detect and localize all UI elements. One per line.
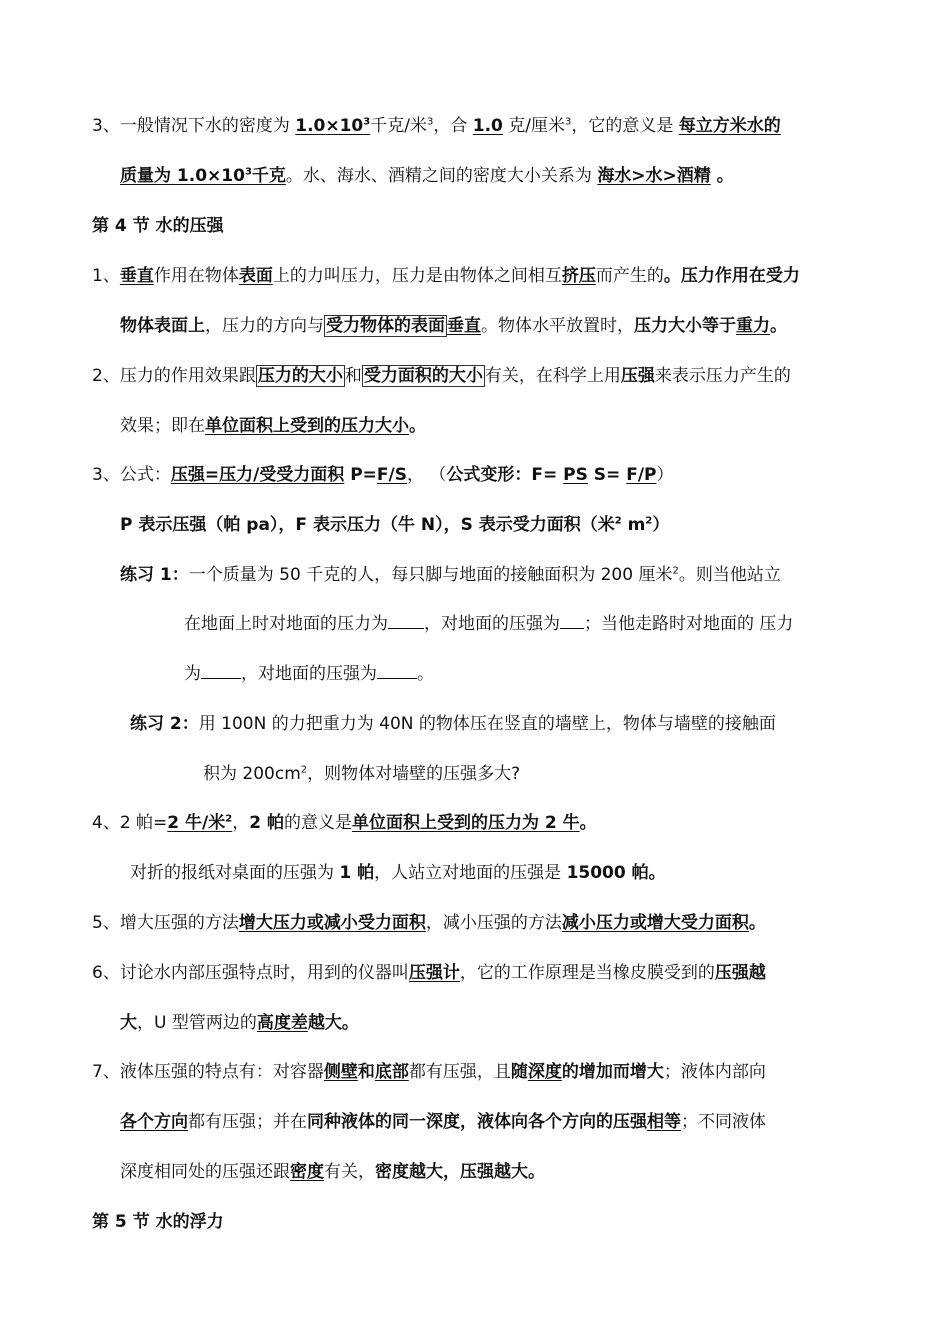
text: 克/厘米 [502,116,566,136]
exercise-1-line-3 [184,661,434,687]
answer-density [295,116,370,136]
text: 。压力作用在 [663,266,766,286]
text: ，减小压强的方法 [425,913,562,933]
boxed-keyword: 受力面积的大小 [363,366,483,386]
text: 千克/米 [370,116,427,136]
text: 6、讨论水内部压强特点时，用到的仪器叫 [92,963,409,983]
keyword: 减小压力或增大受力面积 [561,913,749,933]
answer-meaning: 每立方米水的 [678,116,781,136]
item-3-density-line-2 [120,163,734,189]
boxed-keyword: 压力的大小 [257,366,343,386]
keyword: 增大压力或减小受力面积 [238,913,426,933]
superscript: 2 [672,565,679,577]
text: 。 [409,416,426,436]
exercise-label: 练习 1： [120,565,189,585]
superscript: 3 [363,116,371,128]
keyword: 相等 [647,1112,681,1132]
point-6-line-2 [120,1010,359,1036]
point-7-line-3 [120,1159,545,1185]
keyword: 随 [510,1062,528,1082]
text: ，它的意义是 [571,116,679,136]
keyword: 大 [120,1013,137,1033]
superscript: 3 [426,116,434,128]
text: 2、压力的作用效果跟 [92,366,256,386]
text: ；液体内部向 [663,1062,766,1082]
item-3-density-line-1 [92,113,781,139]
superscript: 2 [225,813,233,825]
keyword: 密度 [290,1162,324,1182]
text: 深度相同处的压强还跟 [120,1162,290,1182]
text: 而产生的 [595,266,664,286]
text: ，U 型管两边的 [137,1013,257,1033]
keyword: 2 帕 [249,813,284,833]
text: 质量为 1.0×10 [120,166,245,186]
point-7-line-1 [92,1059,766,1085]
keyword: 1 帕 [339,863,375,883]
text: 3、一般情况下水的密度为 [92,116,296,136]
text: 在地面上时对地面的压力为 [184,614,388,634]
text: 。 [341,1013,359,1033]
keyword: 压强 [620,366,655,386]
section-5-heading: 第 5 节 水的浮力 [92,1212,224,1232]
formula: F/P [626,465,657,485]
boxed-keyword: 受力物体的表面 [326,316,445,336]
text: 和 [357,1062,375,1082]
answer-blank[interactable] [388,612,424,629]
point-2-line-1 [92,363,791,389]
text: 为 [184,664,201,684]
keyword: 底部 [374,1062,409,1082]
text: 。则当他站立 [678,565,781,585]
text: ，压力的方向与 [205,316,324,336]
keyword: 单位面积上受到的压力为 2 牛 [351,813,580,833]
text: 。 [417,664,434,684]
text: 对折的报纸对桌面的压强为 [130,863,340,883]
keyword: 挤压 [561,266,596,286]
exercise-1-line-2 [184,611,793,637]
point-3-formula-line [92,462,673,488]
keyword: 越大 [307,1013,342,1033]
text: 1.0×10 [295,116,364,136]
formula: 压强=压力/受受力面积 [170,465,345,485]
formula-symbol: P= [344,465,377,485]
keyword: 单位面积上受到的压力大小 [205,416,409,436]
keyword: 密度越大，压强越大。 [375,1162,545,1182]
keyword: 高度差 [256,1013,308,1033]
point-7-line-2 [120,1109,766,1135]
keyword: 垂直 [447,316,481,336]
text: 3、公式： [92,465,171,485]
answer-meaning-cont [120,166,286,186]
keyword: 同种液体的同一深度，液体向各个方向的压强 [307,1112,647,1132]
text: 2 牛/米 [167,813,226,833]
answer-blank[interactable] [201,662,241,679]
superscript: 2 [645,515,653,527]
superscript: 3 [244,166,252,178]
text: ，合 [433,116,473,136]
text: 。 [710,166,734,186]
answer-blank[interactable] [377,662,417,679]
keyword: 压力大小等于 [634,316,736,336]
exercise-2-line-1 [130,711,776,737]
keyword: 压强越 [714,963,766,983]
text: 一个质量为 50 千克的人，每只脚与地面的接触面积为 200 厘米 [188,565,673,585]
text: ，对地面的压强为 [424,614,560,634]
point-6-line-1 [92,960,766,986]
text: 和 [344,366,362,386]
keyword: 垂直 [119,266,154,286]
exercise-1-line-1 [120,562,781,588]
formula: PS [563,465,588,485]
text: ，它的工作原理是当橡皮膜受到的 [459,963,715,983]
answer-density-order: 海水>水>酒精 [597,166,711,186]
superscript: 3 [565,116,572,128]
text: 。水、海水、酒精之间的密度大小关系为 [285,166,598,186]
superscript: 2 [300,764,308,776]
text: ） [652,515,670,535]
keyword: 物体表面上 [120,316,205,336]
text: 1、 [92,266,120,286]
keyword: 压强计 [408,963,460,983]
text: ，对地面的压强为 [241,664,377,684]
text: 作用在物体 [153,266,239,286]
point-1-line-1 [92,263,800,289]
answer-blank[interactable] [560,612,584,629]
text: 。 [579,813,597,833]
text: 。 [748,913,766,933]
text: 来表示压力产生的 [654,366,791,386]
text: 有关，在科学上用 [484,366,621,386]
keyword: 的增加而增大 [561,1062,664,1082]
point-4-line-1 [92,810,597,836]
text: 上的力叫压力，压力是由物体之间相互 [272,266,562,286]
point-3-units-line [120,512,669,538]
point-2-line-2 [120,413,426,439]
text: 有关， [324,1162,375,1182]
point-4-line-2 [130,860,666,886]
text: ；当他走路时对地面的 压力 [584,614,794,634]
exercise-label: 练习 2： [130,714,199,734]
formula-variant-label: 公式变形：F= [446,465,564,485]
text: ，人站立对地面的压强是 [374,863,567,883]
keyword: 15000 帕。 [566,863,666,883]
text: 7、液体压强的特点有：对容器 [92,1062,324,1082]
keyword: 重力 [736,316,770,336]
text: 用 100N 的力把重力为 40N 的物体压在竖直的墙壁上，物体与墙壁的接触面 [198,714,776,734]
text: 千克 [251,166,286,186]
text: ， （ [406,465,447,485]
keyword: 表面 [238,266,273,286]
text: P 表示压强（帕 pa），F 表示压力（牛 N），S 表示受力面积（米 [120,515,615,535]
text: 都有压强，且 [408,1062,511,1082]
point-1-line-2 [120,313,787,339]
text: 4、2 帕= [92,813,168,833]
formula: F/S [376,465,407,485]
formula-symbol: S= [587,465,627,485]
text: ， [232,813,250,833]
section-4-heading: 第 4 节 水的压强 [92,216,224,236]
keyword: 侧壁 [323,1062,358,1082]
text: m [621,515,646,535]
text: 。 [770,316,787,336]
keyword: 受力 [765,266,800,286]
point-5-line [92,910,766,936]
keyword: 深度 [527,1062,562,1082]
text: 都有压强；并在 [188,1112,307,1132]
text: ，则物体对墙壁的压强多大? [307,764,521,784]
text: 积为 200cm [203,764,301,784]
text: ） [656,465,674,485]
text: ；不同液体 [681,1112,766,1132]
answer-density-gcm3: 1.0 [472,116,503,136]
text: 。物体水平放置时， [481,316,634,336]
text: 的意义是 [283,813,352,833]
exercise-2-line-2 [203,761,520,787]
text: 效果；即在 [120,416,205,436]
superscript: 2 [614,515,622,527]
text: 5、增大压强的方法 [92,913,239,933]
keyword: 各个方向 [120,1112,188,1132]
answer-unit [167,813,232,833]
